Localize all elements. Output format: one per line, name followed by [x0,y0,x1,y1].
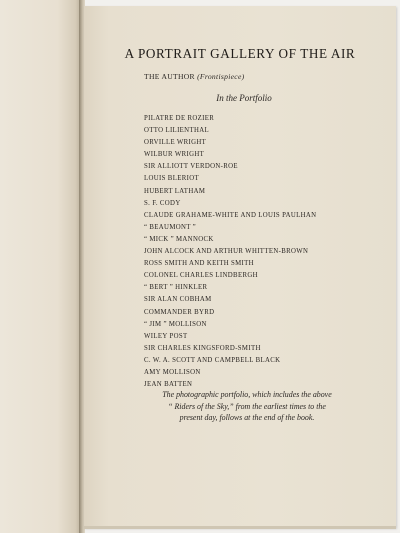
list-item: CLAUDE GRAHAME-WHITE AND LOUIS PAULHAN [144,211,317,219]
note-line: present day, follows at the end of the book. [179,413,315,422]
list-item: WILEY POST [144,332,188,340]
list-item: PILATRE DE ROZIER [144,115,215,122]
list-item: JOHN ALCOCK AND ARTHUR WHITTEN-BROWN [144,248,309,256]
list-item: “ BERT ” HINKLER [144,284,208,292]
list-item: JEAN BATTEN [144,381,193,389]
list-item: AMY MOLLISON [144,368,201,376]
list-item: C. W. A. SCOTT AND CAMPBELL BLACK [144,356,281,364]
portrait-list [144,113,384,391]
list-item: SIR ALAN COBHAM [144,296,212,304]
list-item: COLONEL CHARLES LINDBERGH [144,272,258,280]
portfolio-subheading: In the Portfolio [216,93,272,103]
list-item: “ BEAUMONT ” [144,223,197,231]
list-item: COMMANDER BYRD [144,308,215,316]
list-item: HUBERT LATHAM [144,187,206,195]
note-line: “ Riders of the Sky,” from the earliest times to the [168,401,326,411]
list-item: SIR CHARLES KINGSFORD-SMITH [144,344,261,352]
author-label: THE AUTHOR [144,72,195,81]
author-line [144,72,244,81]
page-title: A PORTRAIT GALLERY OF THE AIR [124,46,356,61]
list-item: WILBUR WRIGHT [144,151,205,159]
list-item: ROSS SMITH AND KEITH SMITH [144,260,254,268]
frontispiece-note: (Frontispiece) [197,72,245,81]
portfolio-note [122,389,372,424]
list-item: S. F. CODY [144,199,181,207]
note-line: The photographic portfolio, which includes the above [162,390,332,399]
list-item: LOUIS BLERIOT [144,175,199,183]
list-item: SIR ALLIOTT VERDON-ROE [144,163,238,171]
left-page [0,0,82,533]
page-content [84,6,396,528]
list-item: “ JIM ” MOLLISON [144,320,207,328]
list-item: ORVILLE WRIGHT [144,139,207,147]
list-item: “ MICK ” MANNOCK [144,235,214,243]
list-item: OTTO LILIENTHAL [144,127,209,135]
